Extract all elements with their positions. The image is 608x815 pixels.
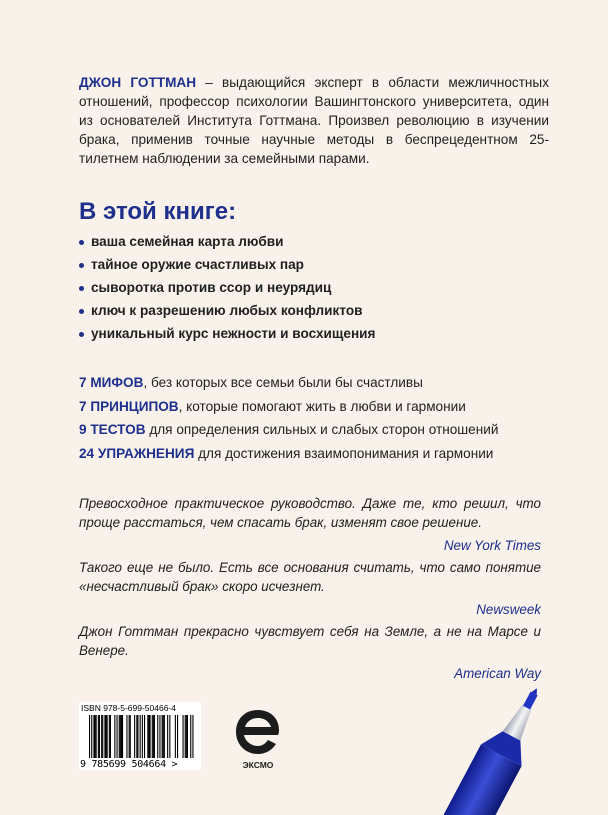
barcode-bar: [137, 715, 138, 758]
fact-text: для определения сильных и слабых сторон отношений: [145, 422, 499, 437]
barcode-bar: [109, 715, 110, 758]
barcode-digits: 9 785699 504664 >: [80, 759, 178, 770]
author-name: ДЖОН ГОТТМАН: [79, 75, 197, 90]
barcode-bar: [136, 715, 137, 758]
fact-text: , без которых все семьи были бы счастливы: [143, 375, 423, 390]
bullet-icon: [79, 332, 84, 337]
barcode-bar: [167, 715, 168, 758]
barcode-bar: [121, 715, 122, 758]
bullet-icon: [79, 240, 84, 245]
barcode-bar: [119, 715, 120, 758]
feature-text: сыворотка против ссор и неурядиц: [91, 280, 332, 295]
quote-source: American Way: [454, 666, 541, 681]
barcode-bar: [153, 715, 154, 758]
barcode-bar: [104, 715, 105, 758]
barcode-bar: [142, 715, 143, 758]
barcode-bar: [120, 715, 121, 758]
feature-item: [79, 233, 375, 256]
feature-text: уникальный курс нежности и восхищения: [91, 326, 376, 341]
barcode-bar: [159, 715, 160, 758]
barcode-bar: [89, 715, 90, 758]
feature-text: ключ к разрешению любых конфликтов: [91, 303, 363, 318]
barcode-bar: [177, 715, 178, 758]
publisher-logo-text: ЭКСМО: [242, 760, 274, 770]
fact-text: , которые помогают жить в любви и гармонии: [178, 398, 466, 414]
fact-number: 24 УПРАЖНЕНИЯ: [79, 445, 195, 461]
barcode-bar: [190, 715, 191, 758]
bullet-icon: [79, 263, 84, 268]
barcode-bar: [106, 715, 107, 758]
barcode-bar: [134, 715, 135, 758]
barcode-bar: [91, 715, 92, 758]
barcode-bar: [185, 715, 186, 758]
quote-text: Джон Готтман прекрасно чувствует себя на Земле, а не на Марсе и Венере.: [79, 624, 541, 658]
fact-number: 9 ТЕСТОВ: [79, 422, 146, 437]
feature-text: ваша семейная карта любви: [91, 234, 284, 249]
bullet-icon: [79, 309, 84, 314]
book-heading: В этой книге:: [79, 198, 237, 225]
barcode-bar: [169, 715, 170, 758]
barcode-bar: [150, 715, 151, 758]
barcode-bar: [129, 715, 130, 758]
barcode: [79, 702, 201, 770]
quote-text: Превосходное практическое руководство. Даже те, кто решил, что проще расстаться, чем спасать брак, изменят свое решение.: [79, 496, 541, 530]
barcode-bar: [98, 715, 99, 758]
barcode-bar: [157, 715, 158, 758]
barcode-bar: [186, 715, 187, 758]
fact-number: 7 МИФОВ: [79, 375, 144, 390]
quote-source: Newsweek: [476, 602, 541, 617]
barcode-bar: [126, 715, 127, 758]
facts-list: [79, 374, 559, 468]
fact-number: 7 ПРИНЦИПОВ: [79, 398, 179, 414]
fact-item: [79, 421, 559, 445]
barcode-bar: [110, 715, 111, 758]
fact-item: [79, 398, 559, 422]
barcode-bar: [117, 715, 118, 758]
barcode-bar: [147, 715, 148, 758]
feature-item: [79, 279, 375, 302]
barcode-bar: [162, 715, 163, 758]
feature-item: [79, 302, 375, 325]
barcode-bar: [114, 715, 115, 758]
barcode-bar: [93, 715, 94, 758]
feature-item: [79, 256, 375, 279]
barcode-bar: [163, 715, 164, 758]
barcode-bar: [99, 715, 100, 758]
author-bio: [79, 73, 549, 168]
barcode-bar: [187, 715, 188, 758]
barcode-bar: [130, 715, 131, 758]
barcode-bar: [192, 715, 193, 758]
barcode-bar: [144, 715, 145, 758]
author-bio-text: – выдающийся эксперт в области межличностных отношений, профессор психологии Вашингтонского университета, один из основателей Института Готтмана. Произвел революцию в изучении брака, применив точные научные методы в беспрецедентном 25-тилетнем наблюдении за семейными парами.: [79, 75, 550, 166]
barcode-bar: [122, 715, 123, 758]
bullet-icon: [79, 286, 84, 291]
barcode-bar: [101, 715, 102, 758]
quote-text: Такого еще не было. Есть все основания считать, что само понятие «несчастливый брак» скоро исчезнет.: [79, 560, 541, 594]
quote-source: New York Times: [443, 538, 541, 553]
fact-item: [79, 374, 559, 398]
barcode-bar: [107, 715, 108, 758]
fact-text: для достижения взаимопонимания и гармонии: [194, 445, 494, 461]
review-quotes: [79, 494, 541, 686]
barcode-bar: [183, 715, 184, 758]
barcode-bar: [96, 715, 97, 758]
barcode-bar: [154, 715, 155, 758]
fact-item: [79, 445, 559, 469]
barcode-bar: [175, 715, 176, 758]
barcode-bar: [95, 715, 96, 758]
barcode-bar: [102, 715, 103, 758]
feature-list: [79, 233, 375, 348]
barcode-bar: [152, 715, 153, 758]
barcode-bar: [148, 715, 149, 758]
barcode-bar: [164, 715, 165, 758]
feature-text: тайное оружие счастливых пар: [91, 257, 304, 272]
barcode-bar: [140, 715, 141, 758]
isbn-text: ISBN 978-5-699-50466-4: [81, 703, 176, 713]
feature-item: [79, 325, 375, 348]
